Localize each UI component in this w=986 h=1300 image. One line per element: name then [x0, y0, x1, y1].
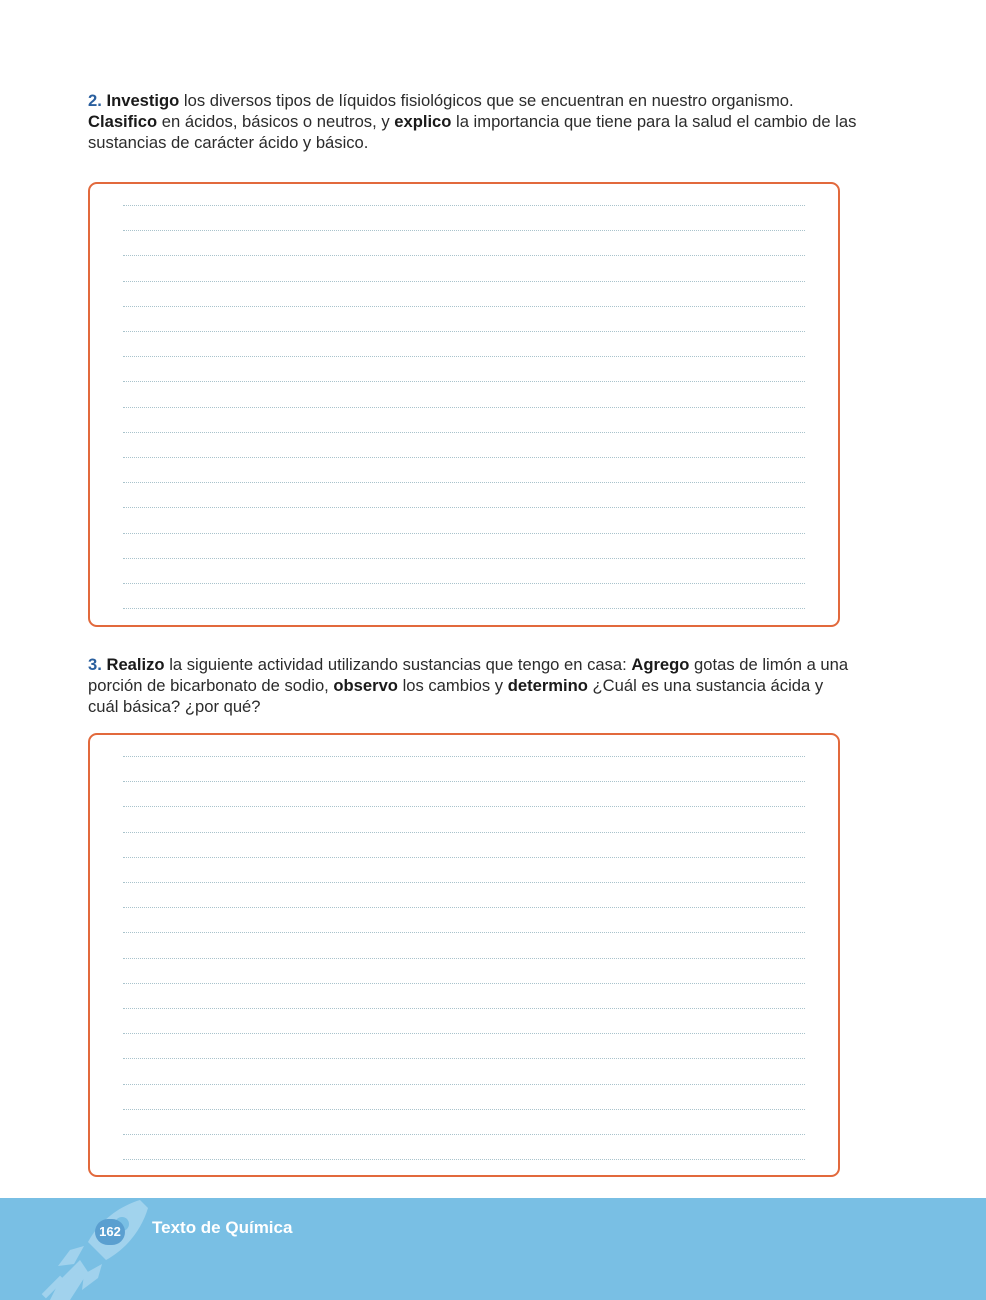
book-title: Texto de Química [152, 1218, 293, 1237]
writing-line [123, 407, 805, 408]
question-text: en ácidos, básicos o neutros, y [157, 112, 395, 131]
writing-line [123, 1109, 805, 1110]
writing-line [123, 1084, 805, 1085]
instruction-verb: explico [394, 112, 452, 131]
writing-line [123, 381, 805, 382]
question-2 [88, 90, 858, 153]
question-number: 3. [88, 655, 102, 674]
writing-line [123, 230, 805, 231]
question-text: la siguiente actividad utilizando sustancias que tengo en casa: [164, 655, 632, 674]
answer-box-question-3[interactable] [88, 733, 840, 1177]
writing-line [123, 857, 805, 858]
question-text: ¿Cuál es una sustancia ácida y cuál básica? ¿por qué? [88, 676, 824, 716]
writing-line [123, 255, 805, 256]
writing-line [123, 932, 805, 933]
writing-line [123, 806, 805, 807]
writing-line [123, 306, 805, 307]
instruction-verb: Realizo [106, 655, 165, 674]
page-footer [0, 1198, 986, 1300]
instruction-verb: determino [507, 676, 588, 695]
writing-line [123, 781, 805, 782]
writing-line [123, 205, 805, 206]
writing-line [123, 1058, 805, 1059]
writing-line [123, 832, 805, 833]
writing-line [123, 1159, 805, 1160]
writing-line [123, 558, 805, 559]
rocket-icon [40, 1200, 150, 1300]
writing-line [123, 432, 805, 433]
instruction-verb: Agrego [631, 655, 690, 674]
writing-line [123, 331, 805, 332]
writing-line [123, 882, 805, 883]
writing-line [123, 907, 805, 908]
writing-line [123, 281, 805, 282]
writing-line [123, 482, 805, 483]
writing-line [123, 1008, 805, 1009]
writing-line [123, 983, 805, 984]
writing-line [123, 583, 805, 584]
writing-line [123, 507, 805, 508]
writing-line [123, 1033, 805, 1034]
writing-line [123, 457, 805, 458]
writing-line [123, 1134, 805, 1135]
instruction-verb: Clasifico [88, 112, 158, 131]
question-text: los diversos tipos de líquidos fisiológicos que se encuentran en nuestro organismo. [179, 91, 794, 110]
writing-line [123, 608, 805, 609]
instruction-verb: observo [333, 676, 398, 695]
question-text: los cambios y [397, 676, 508, 695]
question-number: 2. [88, 91, 102, 110]
writing-line [123, 958, 805, 959]
instruction-verb: Investigo [106, 91, 180, 110]
answer-box-question-2[interactable] [88, 182, 840, 627]
writing-line [123, 356, 805, 357]
page-number: 162 [95, 1219, 125, 1245]
writing-line [123, 533, 805, 534]
question-text: gotas de limón a una porción de bicarbonato de sodio, [88, 655, 849, 695]
question-text: la importancia que tiene para la salud el cambio de las sustancias de carácter ácido y básico. [88, 112, 857, 152]
writing-line [123, 756, 805, 757]
question-3 [88, 654, 858, 717]
